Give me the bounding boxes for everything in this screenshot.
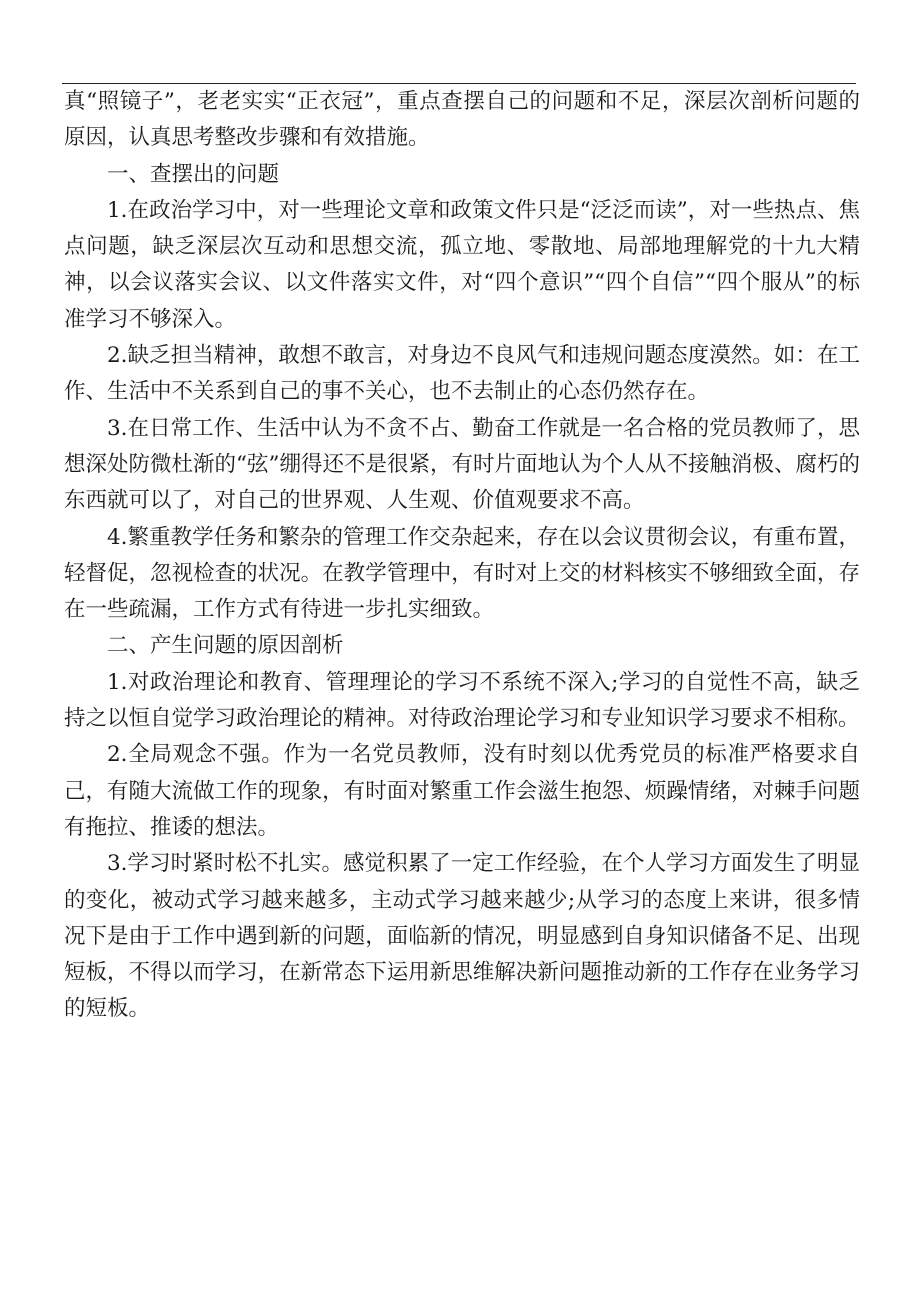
problem-item-1: 1.在政治学习中，对一些理论文章和政策文件只是“泛泛而读”，对一些热点、焦点问题，缺乏深层次互动和思想交流，孤立地、零散地、局部地理解党的十九大精神，以会议落实会议、以文件落实文件，对“四个意识”“四个自信”“四个服从”的标准学习不够深入。 <box>64 197 860 332</box>
problem-item-3: 3.在日常工作、生活中认为不贪不占、勤奋工作就是一名合格的党员教师了，思想深处防微杜渐的“弦”绷得还不是很紧，有时片面地认为个人从不接触消极、腐朽的东西就可以了，对自己的世界观、人生观、价值观要求不高。 <box>64 415 860 514</box>
cause-item-1: 1.对政治理论和教育、管理理论的学习不系统不深入;学习的自觉性不高，缺乏持之以恒自觉学习政治理论的精神。对待政治理论学习和专业知识学习要求不相称。 <box>64 669 860 732</box>
paragraph-intro-continuation: 真“照镜子”，老老实实“正衣冠”，重点查摆自己的问题和不足，深层次剖析问题的原因，认真思考整改步骤和有效措施。 <box>64 89 860 151</box>
problem-item-2: 2.缺乏担当精神，敢想不敢言，对身边不良风气和违规问题态度漠然。如：在工作、生活中不关系到自己的事不关心，也不去制止的心态仍然存在。 <box>64 343 860 405</box>
section-heading-causes: 二、产生问题的原因剖析 <box>107 633 344 659</box>
section-heading-problems: 一、查摆出的问题 <box>107 161 280 187</box>
problem-item-4: 4.繁重教学任务和繁杂的管理工作交杂起来，存在以会议贯彻会议，有重布置，轻督促，忽视检查的状况。在教学管理中，有时对上交的材料核实不够细致全面，存在一些疏漏，工作方式有待进一步扎实细致。 <box>64 524 860 623</box>
cause-item-2: 2.全局观念不强。作为一名党员教师，没有时刻以优秀党员的标准严格要求自己，有随大流做工作的现象，有时面对繁重工作会滋生抱怨、烦躁情绪，对棘手问题有拖拉、推诿的想法。 <box>64 742 860 840</box>
document-body <box>64 84 860 1028</box>
cause-item-3: 3.学习时紧时松不扎实。感觉积累了一定工作经验，在个人学习方面发生了明显的变化，被动式学习越来越多，主动式学习越来越少;从学习的态度上来讲，很多情况下是由于工作中遇到新的问题，面临新的情况，明显感到自身知识储备不足、出现短板，不得以而学习，在新常态下运用新思维解决新问题推动新的工作存在业务学习的短板。 <box>64 851 860 1022</box>
